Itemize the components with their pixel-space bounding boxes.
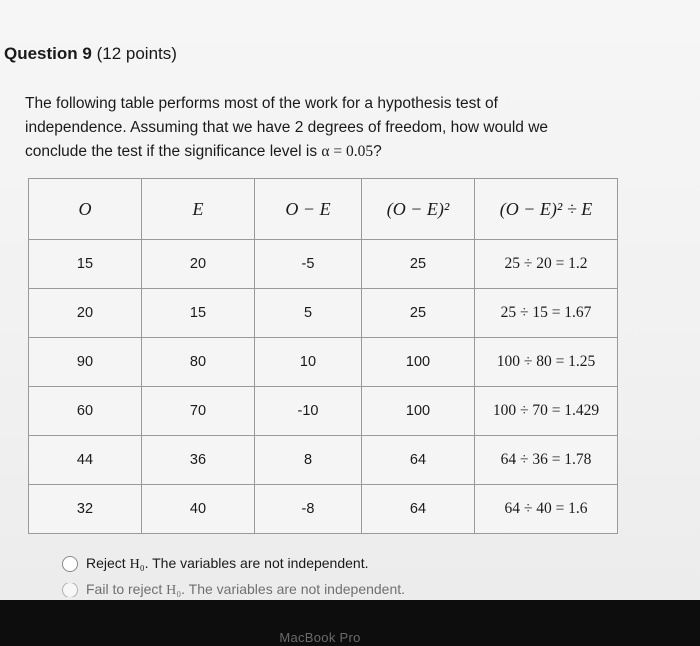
cell-e: 80 — [142, 338, 255, 387]
cell-o: 60 — [29, 387, 142, 436]
header-ratio: (O − E)² ÷ E — [475, 179, 618, 240]
answer-label: Fail to reject H₀. The variables are not independent. — [86, 583, 406, 597]
cell-sq: 100 — [362, 387, 475, 436]
prompt-line-2: independence. Assuming that we have 2 degrees of freedom, how would we — [25, 119, 549, 136]
cell-e: 20 — [142, 240, 255, 289]
cell-o: 32 — [29, 485, 142, 534]
cell-sq: 25 — [362, 289, 475, 338]
table-header-row — [29, 179, 618, 240]
cell-ratio: 64 ÷ 40 = 1.6 — [475, 485, 618, 534]
cell-sq: 25 — [362, 240, 475, 289]
cell-diff: -5 — [255, 240, 362, 289]
table-row — [29, 485, 618, 534]
cell-ratio: 100 ÷ 80 = 1.25 — [475, 338, 618, 387]
header-observed: O — [29, 179, 142, 240]
cell-sq: 100 — [362, 338, 475, 387]
cell-e: 40 — [142, 485, 255, 534]
cell-e: 70 — [142, 387, 255, 436]
header-expected: E — [142, 179, 255, 240]
laptop-bezel — [0, 600, 700, 646]
cell-o: 90 — [29, 338, 142, 387]
cell-diff: -8 — [255, 485, 362, 534]
question-number: Question 9 — [4, 44, 92, 63]
table-body — [29, 240, 618, 534]
cell-o: 44 — [29, 436, 142, 485]
question-prompt — [25, 92, 585, 164]
radio-button[interactable] — [62, 556, 78, 572]
question-points: (12 points) — [96, 44, 177, 63]
cell-diff: 10 — [255, 338, 362, 387]
cell-o: 15 — [29, 240, 142, 289]
cell-diff: 8 — [255, 436, 362, 485]
cell-ratio: 64 ÷ 36 = 1.78 — [475, 436, 618, 485]
prompt-line-3: conclude the test if the significance level is α = 0.05? — [25, 143, 382, 160]
answer-options — [62, 551, 405, 597]
header-squared: (O − E)² — [362, 179, 475, 240]
header-difference: O − E — [255, 179, 362, 240]
table-row — [29, 387, 618, 436]
table-row — [29, 436, 618, 485]
question-title — [4, 44, 177, 64]
table-row — [29, 338, 618, 387]
cell-e: 15 — [142, 289, 255, 338]
cell-o: 20 — [29, 289, 142, 338]
answer-option-fail-to-reject[interactable] — [62, 583, 405, 597]
radio-button[interactable] — [62, 583, 78, 597]
cell-e: 36 — [142, 436, 255, 485]
table-row — [29, 289, 618, 338]
alpha-value: α = 0.05 — [321, 143, 374, 160]
chi-square-table — [28, 178, 618, 534]
cell-sq: 64 — [362, 436, 475, 485]
answer-label: Reject H₀. The variables are not independent. — [86, 555, 369, 572]
table-row — [29, 240, 618, 289]
cell-ratio: 100 ÷ 70 = 1.429 — [475, 387, 618, 436]
prompt-line-1: The following table performs most of the work for a hypothesis test of — [25, 95, 498, 112]
cell-diff: 5 — [255, 289, 362, 338]
cell-ratio: 25 ÷ 20 = 1.2 — [475, 240, 618, 289]
cell-ratio: 25 ÷ 15 = 1.67 — [475, 289, 618, 338]
cell-diff: -10 — [255, 387, 362, 436]
answer-option-reject[interactable] — [62, 551, 405, 577]
cell-sq: 64 — [362, 485, 475, 534]
device-brand: MacBook Pro — [279, 630, 361, 645]
